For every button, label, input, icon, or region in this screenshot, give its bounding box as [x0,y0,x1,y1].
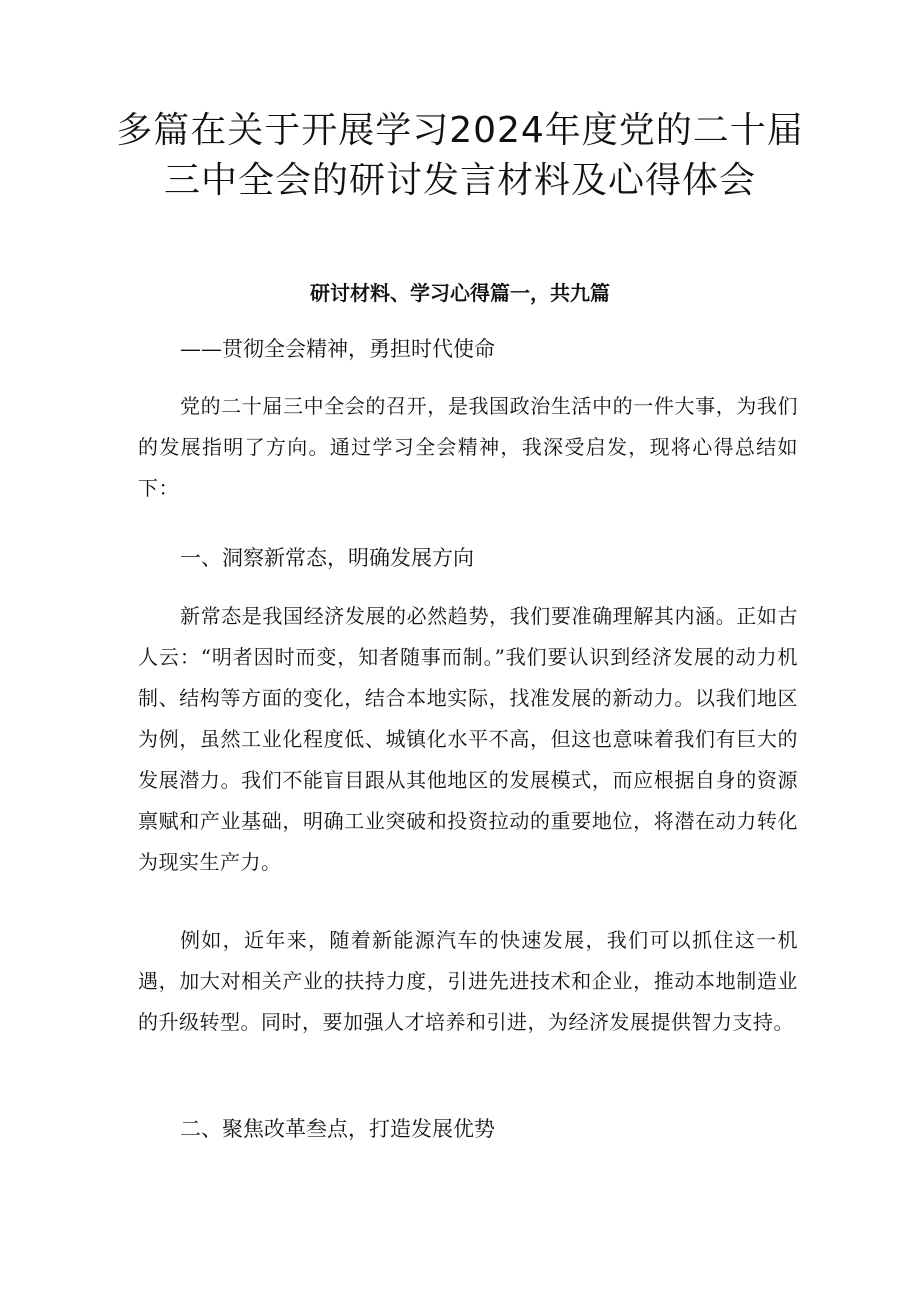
document-title-line-1: 多篇在关于开展学习2024年度党的二十届 [116,110,804,151]
document-subtitle: 研讨材料、学习心得篇一，共九篇 [310,281,610,305]
section-1-paragraph-2: 例如，近年来，随着新能源汽车的快速发展，我们可以抓住这一机遇，加大对相关产业的扶持力度，引进先进技术和企业，推动本地制造业的升级转型。同时，要加强人才培养和引进，为经济发展提供智力支持。 [138,928,798,1034]
section-1-paragraph-1: 新常态是我国经济发展的必然趋势，我们要准确理解其内涵。正如古人云：“明者因时而变，知者随事而制。”我们要认识到经济发展的动力机制、结构等方面的变化，结合本地实际，找准发展的新动力。以我们地区为例，虽然工业化程度低、城镇化水平不高，但这也意味着我们有巨大的发展潜力。我们不能盲目跟从其他地区的发展模式，而应根据自身的资源禀赋和产业基础，明确工业突破和投资拉动的重要地位，将潜在动力转化为现实生产力。 [138,604,798,874]
intro-paragraph: 党的二十届三中全会的召开，是我国政治生活中的一件大事，为我们的发展指明了方向。通过学习全会精神，我深受启发，现将心得总结如下： [138,394,798,500]
document-title-line-2: 三中全会的研讨发言材料及心得体会 [163,160,756,201]
section-1-heading: 一、洞察新常态，明确发展方向 [180,546,474,570]
section-2-heading: 二、聚焦改革叁点，打造发展优势 [180,1117,495,1141]
document-tagline: ——贯彻全会精神，勇担时代使命 [180,337,495,361]
